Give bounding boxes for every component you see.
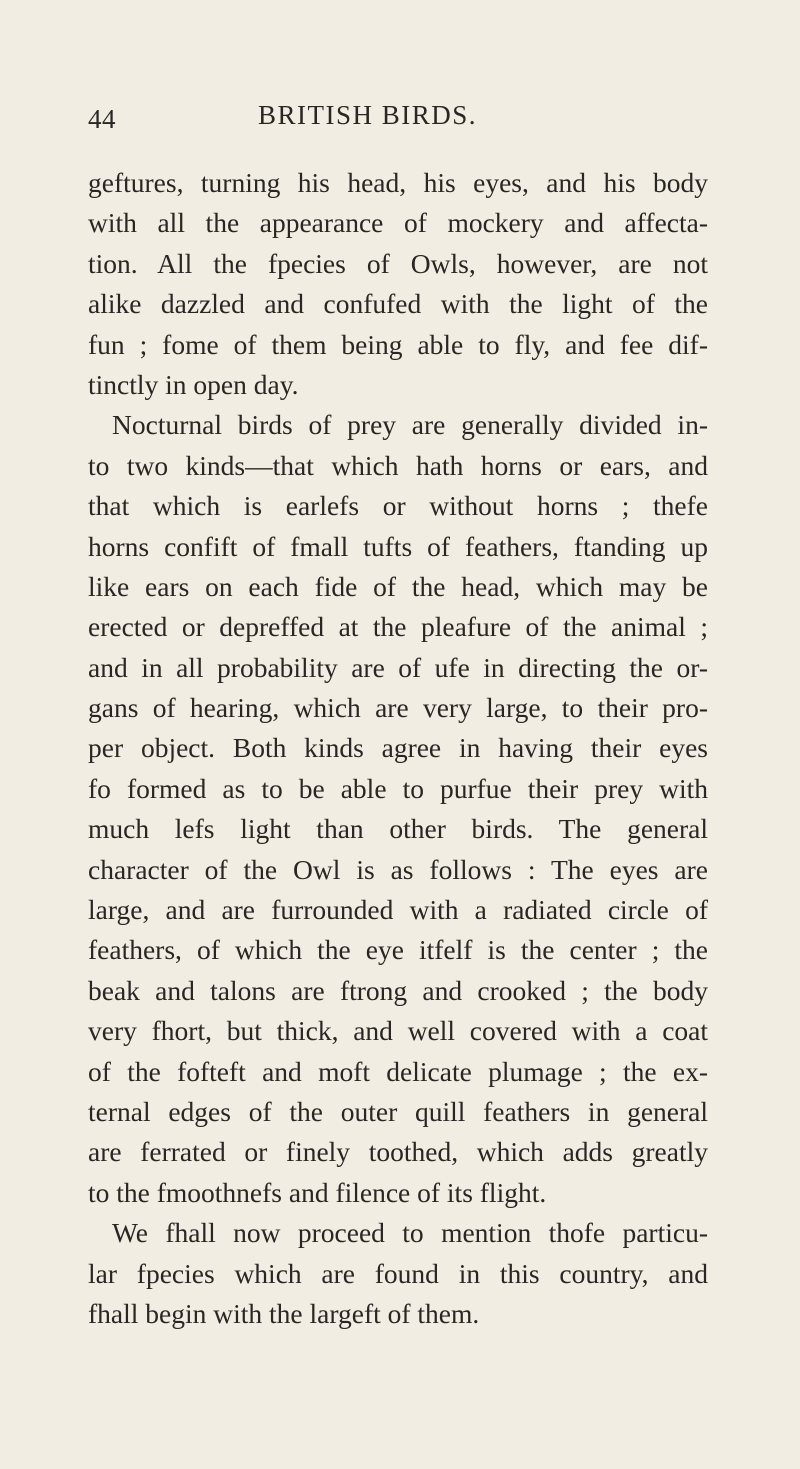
text-line: gans of hearing, which are very large, to their pro-: [88, 692, 708, 724]
text-line: are ferrated or finely toothed, which adds greatly: [88, 1136, 708, 1168]
text-line: tion. All the fpecies of Owls, however, are not: [88, 247, 708, 279]
page-header: [88, 84, 710, 134]
text-line: geftures, turning his head, his eyes, and his body: [88, 167, 708, 198]
text-line: with all the appearance of mockery and affecta-: [88, 207, 708, 239]
text-line: per object. Both kinds agree in having their eyes: [88, 732, 708, 764]
text-line: lar fpecies which are found in this country, and: [88, 1257, 708, 1289]
text-line: horns confift of fmall tufts of feathers, ftanding up: [88, 530, 708, 562]
text-line: Nocturnal birds of prey are generally divided in-: [112, 409, 708, 441]
running-head: BRITISH BIRDS.: [258, 100, 478, 130]
text-line: beak and talons are ftrong and crooked ; the body: [88, 974, 708, 1006]
text-line: and in all probability are of ufe in directing the or-: [88, 651, 708, 683]
text-line: like ears on each fide of the head, which may be: [88, 570, 708, 602]
text-line: fo formed as to be able to purfue their prey with: [88, 772, 708, 804]
text-line: character of the Owl is as follows : The eyes are: [88, 853, 708, 885]
text-line: to the fmoothnefs and filence of its flight.: [88, 1176, 547, 1208]
text-line: fhall begin with the largeft of them.: [88, 1297, 480, 1329]
body-text: [88, 163, 708, 1334]
text-line: to two kinds—that which hath horns or ears, and: [88, 449, 708, 481]
text-line: very fhort, but thick, and well covered with a coat: [88, 1015, 708, 1047]
text-line: that which is earlefs or without horns ; thefe: [88, 490, 708, 522]
text-line: alike dazzled and confufed with the light of the: [88, 288, 708, 320]
page-number: 44: [88, 104, 116, 134]
text-line: large, and are furrounded with a radiated circle of: [88, 894, 708, 926]
text-line: much lefs light than other birds. The general: [88, 813, 708, 845]
text-line: erected or depreffed at the pleafure of the animal ;: [88, 611, 708, 643]
text-line: tinctly in open day.: [88, 368, 299, 400]
text-line: ternal edges of the outer quill feathers in general: [88, 1095, 708, 1127]
text-line: feathers, of which the eye itfelf is the center ; the: [88, 934, 708, 966]
text-line: of the fofteft and moft delicate plumage ; the ex-: [88, 1055, 708, 1087]
text-line: We fhall now proceed to mention thofe particu-: [112, 1217, 708, 1249]
text-line: fun ; fome of them being able to fly, and fee dif-: [88, 328, 708, 360]
